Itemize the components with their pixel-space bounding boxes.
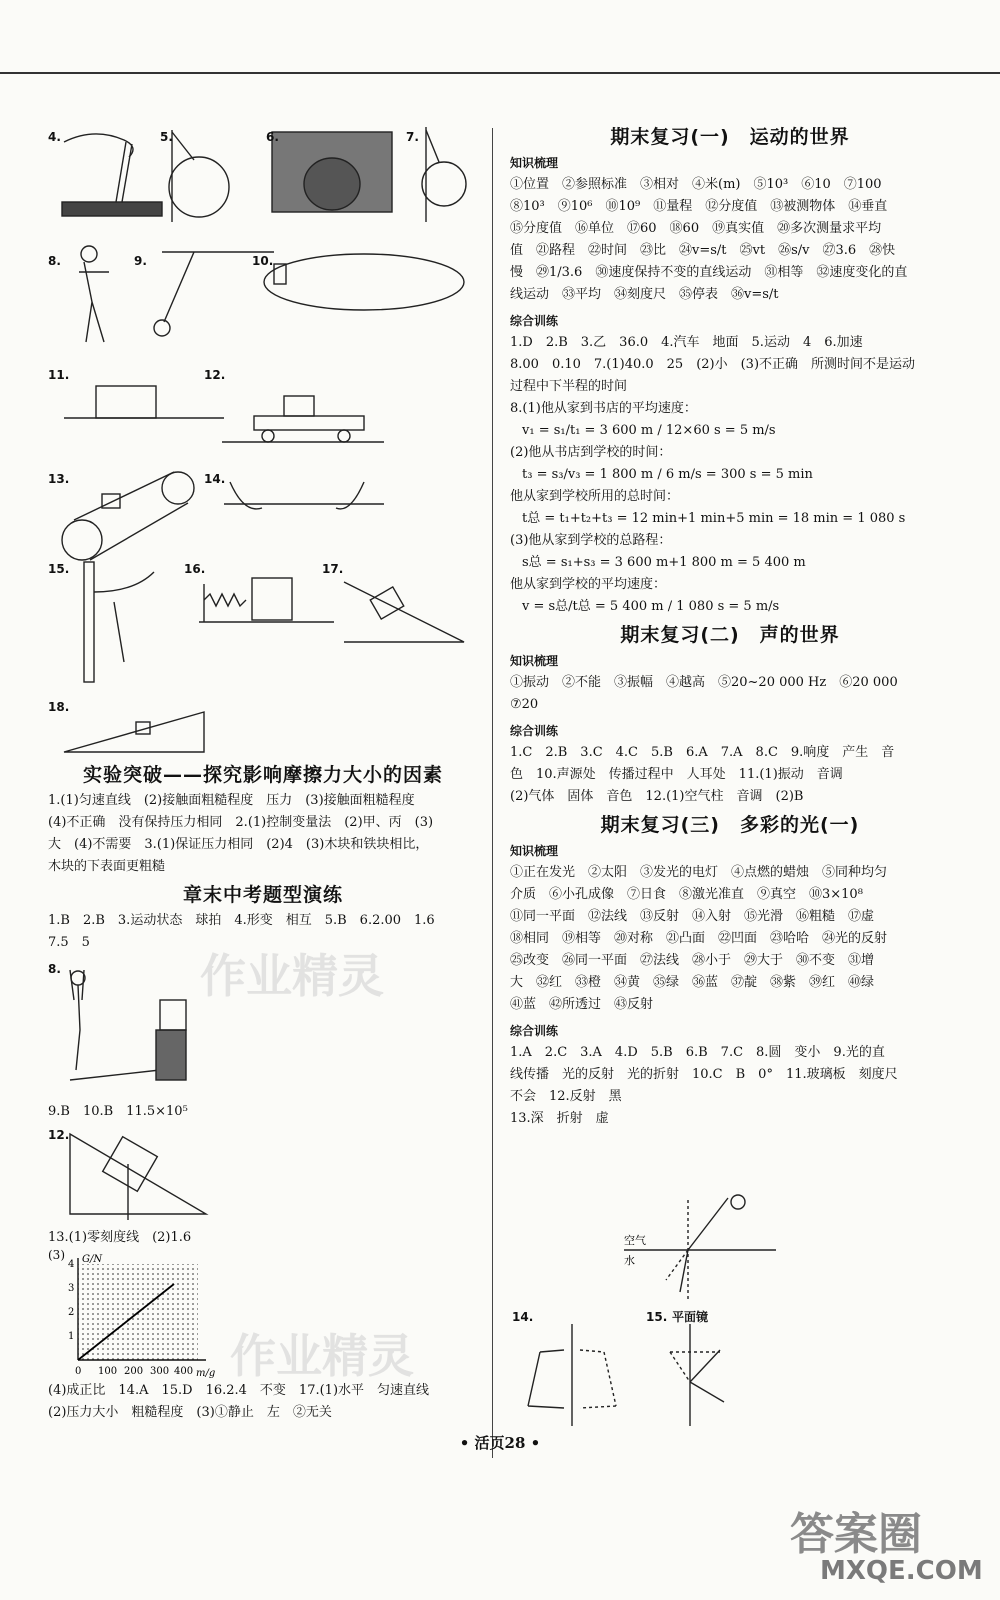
train-line: 13.深 折射 虚 [510,1111,609,1126]
train-line: 他从家到学校所用的总时间： [510,489,680,504]
equation: v = s总/t总 = 5 400 m / 1 080 s = 5 m/s [522,599,780,614]
subheading: 综合训练 [510,314,559,328]
know-line: ⑧10³ ⑨10⁶ ⑩10⁹ ⑪量程 ⑫分度值 ⑬被测物体 ⑭垂直 [510,199,888,214]
know-line: 介质 ⑥小孔成像 ⑦日食 ⑧激光准直 ⑨真空 ⑩3×10⁸ [510,887,863,902]
graph-ytick: 2 [68,1307,75,1318]
equation: s总 = s₁+s₃ = 3 600 m+1 800 m = 5 400 m [522,555,806,570]
air-label: 空气 [624,1234,646,1247]
train-line: 8.(1)他从家到书店的平均速度： [510,401,697,416]
know-line: ㊶蓝 ㊷所透过 ㊸反射 [510,997,654,1012]
fig-label-15: 15. [48,562,70,576]
section-title-experiment: 实验突破——探究影响摩擦力大小的因素 [82,764,443,786]
graph-xtick: 100 [98,1366,118,1377]
train-line: 1.A 2.C 3.A 4.D 5.B 6.B 7.C 8.圆 变小 9.光的直 [510,1045,885,1060]
fig-label-16: 16. [184,562,206,576]
train-line: 线传播 光的反射 光的折射 10.C B 0° 11.玻璃板 刻度尺 [510,1067,898,1082]
q12-label: 12. [48,1128,70,1142]
water-label: 水 [624,1254,635,1267]
logo-name: 答案圈 [790,1509,922,1560]
equation: v₁ = s₁/t₁ = 3 600 m / 12×60 s = 5 m/s [522,423,776,438]
subheading: 知识梳理 [510,654,559,668]
incline-figure [66,1124,216,1224]
diving-board-figure [60,960,200,1100]
know-line: 慢 ㉙1/3.6 ㉚速度保持不变的直线运动 ㉛相等 ㉜速度变化的直 [510,265,908,280]
fig-label-14: 14. [204,472,226,486]
train-line: 8.00 0.10 7.(1)40.0 25 (2)小 (3)不正确 所测时间不是运动 [510,357,916,372]
fig-label-5: 5. [160,130,173,144]
graph-xtick: 400 [174,1366,194,1377]
section-title-review-1: 期末复习(一) 运动的世界 [610,126,850,148]
tail-line: (2)压力大小 粗糙程度 (3)①静止 左 ②无关 [48,1405,332,1420]
experiment-line: (4)不正确 没有保持压力相同 2.(1)控制变量法 (2)甲、丙 (3) [48,815,434,830]
watermark: 作业精灵 [230,1329,414,1383]
subheading: 综合训练 [510,1024,559,1038]
q13-3-label: (3) [48,1248,65,1262]
fig-label-12: 12. [204,368,226,382]
q9-11-line: 9.B 10.B 11.5×10⁵ [48,1104,188,1119]
exam-line: 7.5 5 [48,935,90,950]
subheading: 知识梳理 [510,844,559,858]
graph-ytick: 1 [68,1331,75,1342]
fig-label-17: 17. [322,562,344,576]
left-tail [48,1380,429,1424]
q14-label: 14. [512,1310,534,1324]
know-line: 线运动 ㉝平均 ㉞刻度尺 ㉟停表 ㊱v=s/t [510,287,779,302]
force-diagrams-figure [44,122,484,762]
refraction-figure [620,1190,780,1310]
fig-label-4: 4. [48,130,61,144]
know-line: ⑪同一平面 ⑫法线 ⑬反射 ⑭入射 ⑮光滑 ⑯粗糙 ⑰虚 [510,909,875,924]
graph-xtick: 300 [150,1366,170,1377]
tail-line: (4)成正比 14.A 15.D 16.2.4 不变 17.(1)水平 匀速直线 [48,1383,430,1398]
know-line: ①正在发光 ②太阳 ③发光的电灯 ④点燃的蜡烛 ⑤同种均匀 [510,865,888,880]
know-line: 值 ㉑路程 ㉒时间 ㉓比 ㉔v=s/t ㉕vt ㉖s/v ㉗3.6 ㉘快 [510,243,896,258]
graph-ytick: 3 [68,1283,75,1294]
g-m-graph [56,1252,226,1382]
q15-label: 15. [646,1310,668,1324]
column-divider [492,128,493,1458]
graph-ytick: 4 [68,1259,75,1270]
experiment-line: 大 (4)不需要 3.(1)保证压力相同 (2)4 (3)木块和铁块相比， [48,837,429,852]
watermark: 作业精灵 [200,949,384,1003]
know-line: 大 ㉜红 ㉝橙 ㉞黄 ㉟绿 ㊱蓝 ㊲靛 ㊳紫 ㊴红 ㊵绿 [510,975,875,990]
section-title-review-2: 期末复习(二) 声的世界 [620,624,840,646]
train-line: 他从家到学校的平均速度： [510,577,667,592]
know-line: ㉕改变 ㉖同一平面 ㉗法线 ㉘小于 ㉙大于 ㉚不变 ㉛增 [510,953,875,968]
train-line: (2)气体 固体 音色 12.(1)空气柱 音调 (2)B [510,789,804,804]
exam-line: 1.B 2.B 3.运动状态 球拍 4.形变 相互 5.B 6.2.00 1.6 [48,913,435,928]
train-line: 1.C 2.B 3.C 4.C 5.B 6.A 7.A 8.C 9.响度 产生 音 [510,745,895,760]
know-line: ⑦20 [510,697,539,712]
train-line: 不会 12.反射 黑 [510,1089,622,1104]
subheading: 综合训练 [510,724,559,738]
fig-label-18: 18. [48,700,70,714]
section-title-exam: 章末中考题型演练 [182,884,343,906]
train-line: 1.D 2.B 3.乙 36.0 4.汽车 地面 5.运动 4 6.加速 [510,335,863,350]
fig-label-6: 6. [266,130,279,144]
know-line: ⑮分度值 ⑯单位 ⑰60 ⑱60 ⑲真实值 ⑳多次测量求平均 [510,221,882,236]
subheading: 知识梳理 [510,156,559,170]
q8-label: 8. [48,962,61,976]
experiment-line: 1.(1)匀速直线 (2)接触面粗糙程度 压力 (3)接触面粗糙程度 [48,793,415,808]
section-title-review-3: 期末复习(三) 多彩的光(一) [600,814,860,836]
fig-label-8: 8. [48,254,61,268]
train-line: (3)他从家到学校的总路程： [510,533,672,548]
logo-url: MXQE.COM [820,1556,983,1586]
graph-ylabel: G/N [82,1254,103,1265]
know-line: ①位置 ②参照标准 ③相对 ④米(m) ⑤10³ ⑥10 ⑦100 [510,177,882,192]
top-rule [0,72,1000,74]
site-logo [790,1498,990,1594]
graph-xtick: 0 [75,1366,82,1377]
plane-mirror-figures [520,1322,780,1430]
graph-xlabel: m/g [196,1368,216,1379]
fig-label-7: 7. [406,130,419,144]
equation: t₃ = s₃/v₃ = 1 800 m / 6 m/s = 300 s = 5 min [522,467,813,482]
right-column [510,120,950,1130]
q15-caption: 平面镜 [672,1310,709,1324]
train-line: 色 10.声源处 传播过程中 人耳处 11.(1)振动 音调 [510,767,843,782]
graph-xtick: 200 [124,1366,144,1377]
page-number: • 活页28 • [459,1434,541,1452]
fig-label-10: 10. [252,254,274,268]
fig-label-11: 11. [48,368,70,382]
know-line: ①振动 ②不能 ③振幅 ④越高 ⑤20~20 000 Hz ⑥20 000 [510,675,898,690]
fig-label-13: 13. [48,472,70,486]
equation: t总 = t₁+t₂+t₃ = 12 min+1 min+5 min = 18 min = 1 080 s [522,511,906,526]
q13-line: 13.(1)零刻度线 (2)1.6 [48,1230,192,1245]
train-line: (2)他从书店到学校的时间： [510,445,672,460]
know-line: ⑱相同 ⑲相等 ⑳对称 ㉑凸面 ㉒凹面 ㉓哈哈 ㉔光的反射 [510,931,888,946]
experiment-line: 木块的下表面更粗糙 [48,859,166,874]
fig-label-9: 9. [134,254,147,268]
left-column [48,758,478,954]
train-line: 过程中下半程的时间 [510,379,628,394]
